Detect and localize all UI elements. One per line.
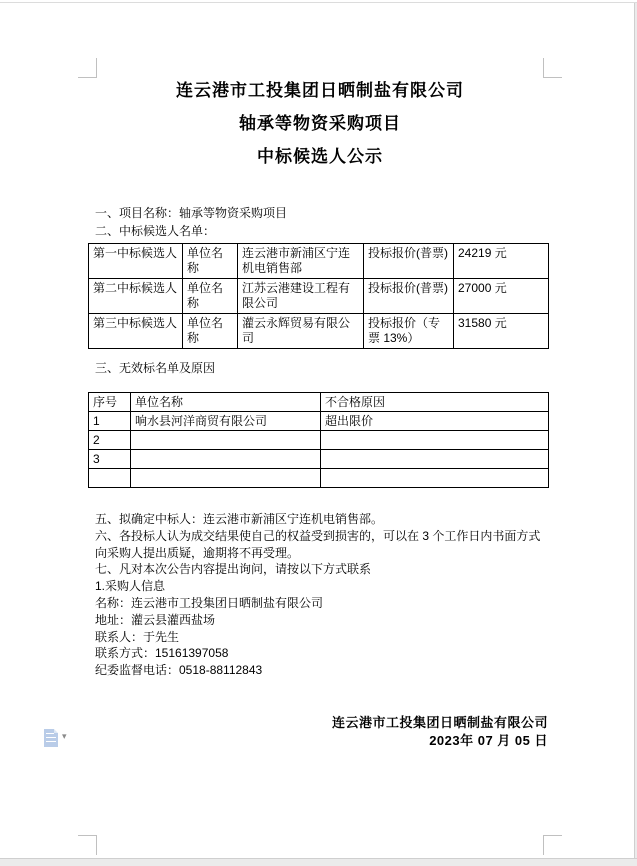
section-objection-notice: 六、各投标人认为成交结果使自己的权益受到损害的，可以在 3 个工作日内书面方式向采购人提出质疑，逾期将不再受理。	[95, 528, 541, 560]
signature-block	[95, 714, 548, 750]
table-row	[89, 469, 549, 488]
signature-company: 连云港市工投集团日晒制盐有限公司	[331, 715, 548, 730]
header-index: 序号	[89, 393, 131, 412]
intro-block	[95, 205, 551, 240]
crop-mark-bottom-right	[543, 835, 562, 855]
cell-company	[131, 450, 321, 469]
table-row	[89, 412, 549, 431]
signature-date: 2023年 07 月 05 日	[429, 733, 548, 748]
paste-options-button[interactable]	[44, 729, 74, 749]
cell-company: 江苏云港建设工程有限公司	[238, 279, 364, 314]
doc-title-company: 连云港市工投集团日晒制盐有限公司	[176, 81, 464, 100]
doc-title-project: 轴承等物资采购项目	[239, 114, 401, 133]
crop-mark-top-left	[78, 58, 97, 78]
section-candidate-list-heading: 二、中标候选人名单：	[95, 223, 216, 238]
document-header	[97, 81, 543, 180]
header-company: 单位名称	[131, 393, 321, 412]
cell-index	[89, 469, 131, 488]
contact-phone: 联系方式：15161397058	[95, 646, 229, 661]
cell-reason	[321, 450, 549, 469]
table-row	[89, 450, 549, 469]
cell-reason: 超出限价	[321, 412, 549, 431]
section-project-name: 一、项目名称：轴承等物资采购项目	[95, 206, 288, 220]
cell-unit-label: 单位名称	[183, 314, 238, 349]
cell-reason	[321, 469, 549, 488]
doc-title-announcement: 中标候选人公示	[257, 147, 383, 166]
cell-price: 27000 元	[454, 279, 549, 314]
cell-price: 31580 元	[454, 314, 549, 349]
cell-index: 1	[89, 412, 131, 431]
window-edge-bottom	[0, 858, 637, 866]
cell-price: 24219 元	[454, 244, 549, 279]
cell-company: 连云港市新浦区宁连机电销售部	[238, 244, 364, 279]
section-contact-instruction: 七、凡对本次公告内容提出询问，请按以下方式联系	[95, 562, 372, 577]
invalid-bids-table	[88, 392, 549, 488]
cell-rank: 第二中标候选人	[89, 279, 183, 314]
table-row	[89, 279, 549, 314]
cell-index: 2	[89, 431, 131, 450]
cell-unit-label: 单位名称	[183, 244, 238, 279]
window-edge-top	[0, 2, 637, 3]
table-row	[89, 314, 549, 349]
crop-mark-top-right	[543, 58, 562, 78]
contact-address: 地址：灌云县灌西盐场	[95, 612, 216, 627]
cell-index: 3	[89, 450, 131, 469]
cell-company	[131, 469, 321, 488]
table-row	[89, 244, 549, 279]
contact-name: 名称：连云港市工投集团日晒制盐有限公司	[95, 595, 324, 610]
table-header-row	[89, 393, 549, 412]
buyer-info-heading: 1.采购人信息	[95, 579, 166, 594]
cell-price-label: 投标报价（专票 13%）	[364, 314, 454, 349]
crop-mark-bottom-left	[78, 835, 97, 855]
cell-rank: 第三中标候选人	[89, 314, 183, 349]
contact-person: 联系人：于先生	[95, 629, 180, 644]
cell-company: 灌云永辉贸易有限公司	[238, 314, 364, 349]
cell-company	[131, 431, 321, 450]
header-reason: 不合格原因	[321, 393, 549, 412]
cell-company: 响水县河洋商贸有限公司	[131, 412, 321, 431]
chevron-down-icon: ▾	[62, 731, 67, 741]
bid-candidates-table	[88, 243, 549, 349]
cell-unit-label: 单位名称	[183, 279, 238, 314]
cell-rank: 第一中标候选人	[89, 244, 183, 279]
cell-price-label: 投标报价(普票)	[364, 244, 454, 279]
clipboard-paste-icon	[44, 729, 58, 747]
cell-reason	[321, 431, 549, 450]
section-proposed-winner: 五、拟确定中标人：连云港市新浦区宁连机电销售部。	[95, 512, 384, 526]
body-paragraphs	[95, 511, 552, 679]
table-row	[89, 431, 549, 450]
supervision-phone: 纪委监督电话：0518-88112843	[95, 663, 263, 678]
section-invalid-bids-heading: 三、无效标名单及原因	[95, 361, 216, 375]
cell-price-label: 投标报价(普票)	[364, 279, 454, 314]
